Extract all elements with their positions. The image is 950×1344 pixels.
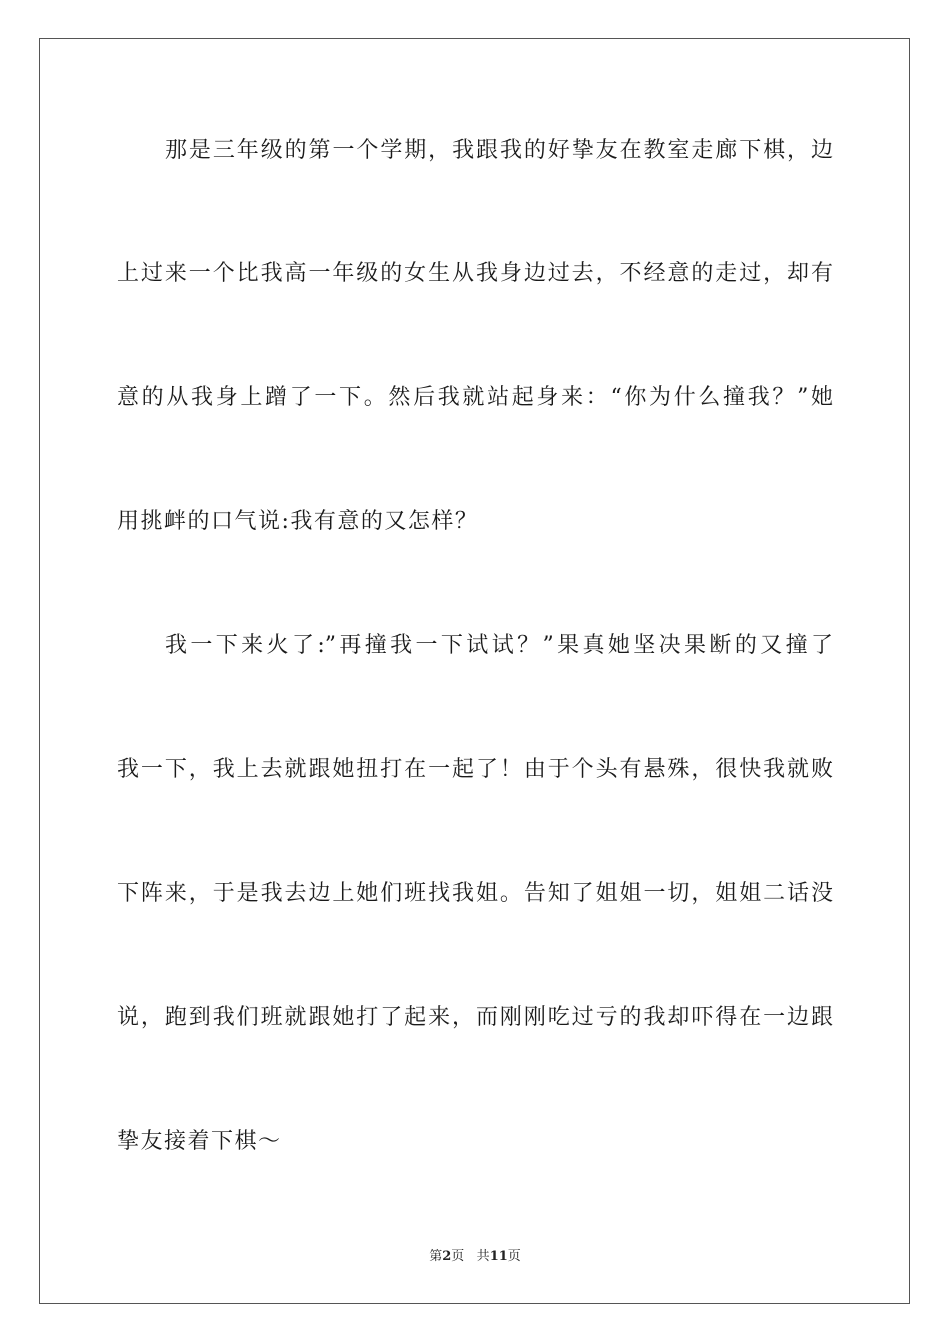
footer-page-number: 2 xyxy=(442,1249,452,1264)
paragraph-2-line-2: 我一下，我上去就跟她扭打在一起了！由于个头有悬殊，很快我就败 xyxy=(117,757,833,782)
footer-total-pages: 11 xyxy=(489,1249,508,1264)
paragraph-2-line-1: 我一下来火了:”再撞我一下试试？”果真她坚决果断的又撞了 xyxy=(165,633,833,658)
page-frame xyxy=(39,38,910,1304)
paragraph-2-line-3: 下阵来，于是我去边上她们班找我姐。告知了姐姐一切，姐姐二话没 xyxy=(117,881,833,906)
footer-total-suffix: 页 xyxy=(507,1249,521,1264)
paragraph-1-line-3: 意的从我身上蹭了一下。然后我就站起身来：“你为什么撞我？”她 xyxy=(117,385,833,410)
paragraph-2-line-5: 挚友接着下棋～ xyxy=(117,1129,282,1154)
footer-page-prefix: 第 xyxy=(429,1249,443,1264)
paragraph-1-line-1: 那是三年级的第一个学期，我跟我的好挚友在教室走廊下棋，边 xyxy=(165,138,833,163)
footer-page-suffix: 页 xyxy=(451,1249,465,1264)
paragraph-1-line-2: 上过来一个比我高一年级的女生从我身边过去，不经意的走过，却有 xyxy=(117,261,833,286)
paragraph-2-line-4: 说，跑到我们班就跟她打了起来，而刚刚吃过亏的我却吓得在一边跟 xyxy=(117,1005,833,1030)
paragraph-1-line-4: 用挑衅的口气说:我有意的又怎样？ xyxy=(117,509,479,534)
footer-total-prefix: 共 xyxy=(476,1249,490,1264)
page-footer xyxy=(0,1248,950,1266)
